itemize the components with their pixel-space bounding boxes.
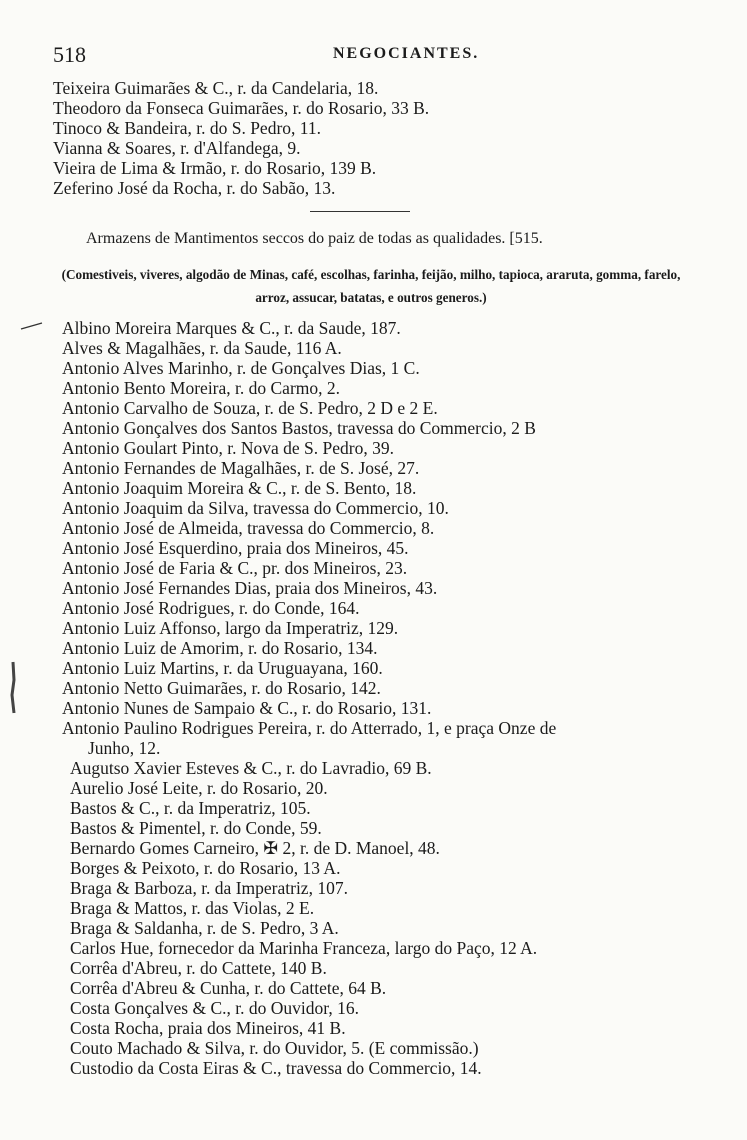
entry-continuation: Junho, 12. <box>88 738 161 758</box>
page-header <box>53 42 693 70</box>
entry-line: Corrêa d'Abreu, r. do Cattete, 140 B. <box>70 958 327 978</box>
entry-line: Carlos Hue, fornecedor da Marinha Franceza, largo do Paço, 12 A. <box>70 938 538 958</box>
entry-line: Couto Machado & Silva, r. do Ouvidor, 5. (E commissão.) <box>70 1038 479 1058</box>
entry-line: Albino Moreira Marques & C., r. da Saude, 187. <box>62 318 401 338</box>
top-entry: Teixeira Guimarães & C., r. da Candelaria, 18. <box>53 78 379 98</box>
top-entry: Zeferino José da Rocha, r. do Sabão, 13. <box>53 178 336 198</box>
entry-line: Augutso Xavier Esteves & C., r. do Lavradio, 69 B. <box>70 758 432 778</box>
section-note: (Comestiveis, viveres, algodão de Minas, café, escolhas, farinha, feijão, milho, tapioca, araruta, gomma, farelo, arroz, assucar, batatas, e outros generos.) <box>61 267 681 305</box>
entry-line: Braga & Mattos, r. das Violas, 2 E. <box>70 898 315 918</box>
top-entry: Vianna & Soares, r. d'Alfandega, 9. <box>53 138 301 158</box>
top-entry: Vieira de Lima & Irmão, r. do Rosario, 139 B. <box>53 158 377 178</box>
entry-line: Antonio Netto Guimarães, r. do Rosario, 142. <box>62 678 381 698</box>
entry-line: Antonio Nunes de Sampaio & C., r. do Rosario, 131. <box>62 698 432 718</box>
entry-line: Antonio Luiz Affonso, largo da Imperatriz, 129. <box>62 618 399 638</box>
entry-line: Alves & Magalhães, r. da Saude, 116 A. <box>62 338 342 358</box>
entry-line: Antonio Luiz Martins, r. da Uruguayana, 160. <box>62 658 383 678</box>
entry-line: Antonio José de Almeida, travessa do Commercio, 8. <box>62 518 435 538</box>
entry-line: Antonio José Esquerdino, praia dos Mineiros, 45. <box>62 538 409 558</box>
entry-line: Antonio José Rodrigues, r. do Conde, 164. <box>62 598 360 618</box>
entry-line: Antonio Bento Moreira, r. do Carmo, 2. <box>62 378 341 398</box>
entry-line: Antonio José de Faria & C., pr. dos Mineiros, 23. <box>62 558 408 578</box>
entry-line: Antonio Joaquim Moreira & C., r. de S. Bento, 18. <box>62 478 417 498</box>
entry-line: Antonio Carvalho de Souza, r. de S. Pedro, 2 D e 2 E. <box>62 398 438 418</box>
entry-line: Antonio Luiz de Amorim, r. do Rosario, 134. <box>62 638 378 658</box>
section-title: Armazens de Mantimentos seccos do paiz de todas as qualidades. [515. <box>86 230 543 247</box>
entry-line: Aurelio José Leite, r. do Rosario, 20. <box>70 778 328 798</box>
entry-line: Antonio Joaquim da Silva, travessa do Commercio, 10. <box>62 498 449 518</box>
entry-line: Antonio Paulino Rodrigues Pereira, r. do Atterrado, 1, e praça Onze de <box>62 718 557 738</box>
entry-line: Braga & Saldanha, r. de S. Pedro, 3 A. <box>70 918 339 938</box>
entry-line: Bastos & Pimentel, r. do Conde, 59. <box>70 818 322 838</box>
entry-line: Borges & Peixoto, r. do Rosario, 13 A. <box>70 858 341 878</box>
entry-line: Antonio Fernandes de Magalhães, r. de S. José, 27. <box>62 458 420 478</box>
entry-line: Antonio Gonçalves dos Santos Bastos, travessa do Commercio, 2 B <box>62 418 536 438</box>
margin-pen-mark <box>20 320 44 332</box>
entry-line: Antonio Alves Marinho, r. de Gonçalves Dias, 1 C. <box>62 358 420 378</box>
entry-line: Braga & Barboza, r. da Imperatriz, 107. <box>70 878 348 898</box>
margin-ink-mark <box>8 660 18 715</box>
entry-line: Corrêa d'Abreu & Cunha, r. do Cattete, 64 B. <box>70 978 387 998</box>
entry-line: Custodio da Costa Eiras & C., travessa do Commercio, 14. <box>70 1058 482 1078</box>
top-entry: Theodoro da Fonseca Guimarães, r. do Rosario, 33 B. <box>53 98 430 118</box>
entry-line: Antonio José Fernandes Dias, praia dos Mineiros, 43. <box>62 578 438 598</box>
entry-line: Bernardo Gomes Carneiro, ✠ 2, r. de D. Manoel, 48. <box>70 838 440 858</box>
section-divider <box>310 211 410 212</box>
running-head: NEGOCIANTES. <box>333 45 480 62</box>
page-number: 518 <box>53 42 86 67</box>
entry-line: Bastos & C., r. da Imperatriz, 105. <box>70 798 311 818</box>
entry-line: Costa Gonçalves & C., r. do Ouvidor, 16. <box>70 998 359 1018</box>
top-entry: Tinoco & Bandeira, r. do S. Pedro, 11. <box>53 118 322 138</box>
entry-line: Costa Rocha, praia dos Mineiros, 41 B. <box>70 1018 346 1038</box>
entry-line: Antonio Goulart Pinto, r. Nova de S. Pedro, 39. <box>62 438 394 458</box>
